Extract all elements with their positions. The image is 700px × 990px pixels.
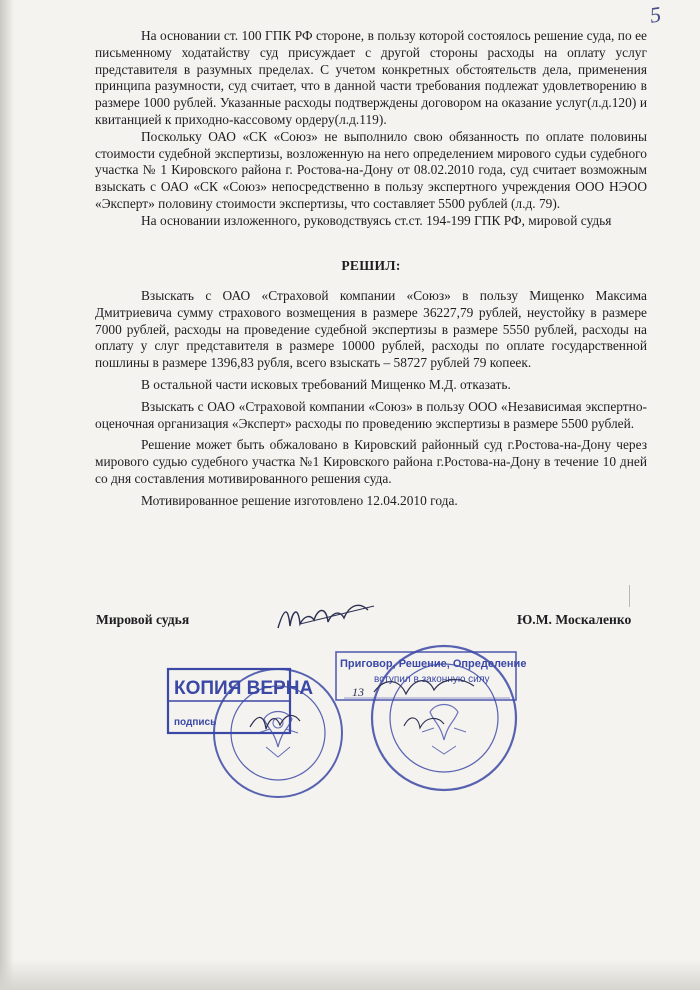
paragraph: Решение может быть обжаловано в Кировский районный суд г.Ростова-на-Дону через мирового судью судебного участка №1 Кировского района г.Ростова-на-Дону в течение 10 дней со дня составления мотивированного решения суда. <box>95 437 647 486</box>
entry-stamp-day: 13 <box>352 685 364 699</box>
text-block-decision <box>95 288 647 515</box>
page-number: 5 <box>648 1 663 28</box>
copy-stamp-caption: подпись <box>174 717 217 728</box>
paragraph: Взыскать с ОАО «Страховой компании «Союз» в пользу Мищенко Максима Дмитриевича сумму страхового возмещения в размере 36227,79 рублей, неустойку в размере 7000 рублей, расходы на проведение судебной экспертизы в размере 5550 рублей, расходы на оплату у слуг представителя в размере 10000 рублей, расходы по оплате государственной пошлины в размере 1396,83 рубля, всего взыскать – 58727 рублей 79 копеек. <box>95 288 647 371</box>
emblem-icon <box>258 712 298 758</box>
entry-stamp-line1: Приговор, Решение, Определение <box>340 658 527 670</box>
entry-stamp-line2: вступил в законную силу <box>374 674 490 685</box>
handwritten-signature <box>270 598 380 638</box>
emblem-icon <box>422 705 466 755</box>
paragraph: Поскольку ОАО «СК «Союз» не выполнило свою обязанность по оплате половины стоимости судебной экспертизы, возложенную на него определением мирового судьи судебного участка № 1 Кировского района г. Ростова-на-Дону от 08.02.2010 года, суд считает возможным взыскать с ОАО «СК «Союз» непосредственно в пользу экспертного учреждения ООО НЭОО «Эксперт» половину стоимости экспертизы, что составляет 5500 рублей (л.д. 79). <box>95 128 647 211</box>
paragraph: В остальной части исковых требований Мищенко М.Д. отказать. <box>141 376 511 392</box>
decision-heading: РЕШИЛ: <box>341 258 401 273</box>
scan-edge-shadow <box>0 0 14 990</box>
judge-name: Ю.М. Москаленко <box>517 612 632 627</box>
text-block-reasoning <box>95 28 647 230</box>
paragraph: На основании изложенного, руководствуясь ст.ст. 194-199 ГПК РФ, мировой судья <box>141 212 612 228</box>
paragraph: Взыскать с ОАО «Страховой компании «Союз» в пользу ООО «Независимая экспертно-оценочная организация «Эксперт» расходы по проведению экспертизы в размере 5500 рублей. <box>95 398 647 431</box>
judge-title: Мировой судья <box>96 612 190 627</box>
court-seal-stamp <box>334 636 534 801</box>
copy-stamp-title: КОПИЯ ВЕРНА <box>174 678 314 699</box>
paragraph: На основании ст. 100 ГПК РФ стороне, в пользу которой состоялось решение суда, по ее письменному ходатайству суд присуждает с другой стороны расходы на оплату услуг представителя в разумных пределах. С учетом конкретных обстоятельств дела, применения принципа разумности, суд считает, что в данной части требования подлежат удовлетворению в размере 1000 рублей. Указанные расходы подтверждены договором на оказание услуг(л.д.120) и квитанцией к приходно-кассовому ордеру(л.д.119). <box>95 28 647 127</box>
scan-bottom-shadow <box>0 960 700 990</box>
scan-artifact <box>629 585 630 607</box>
paragraph: Мотивированное решение изготовлено 12.04.2010 года. <box>141 492 458 508</box>
